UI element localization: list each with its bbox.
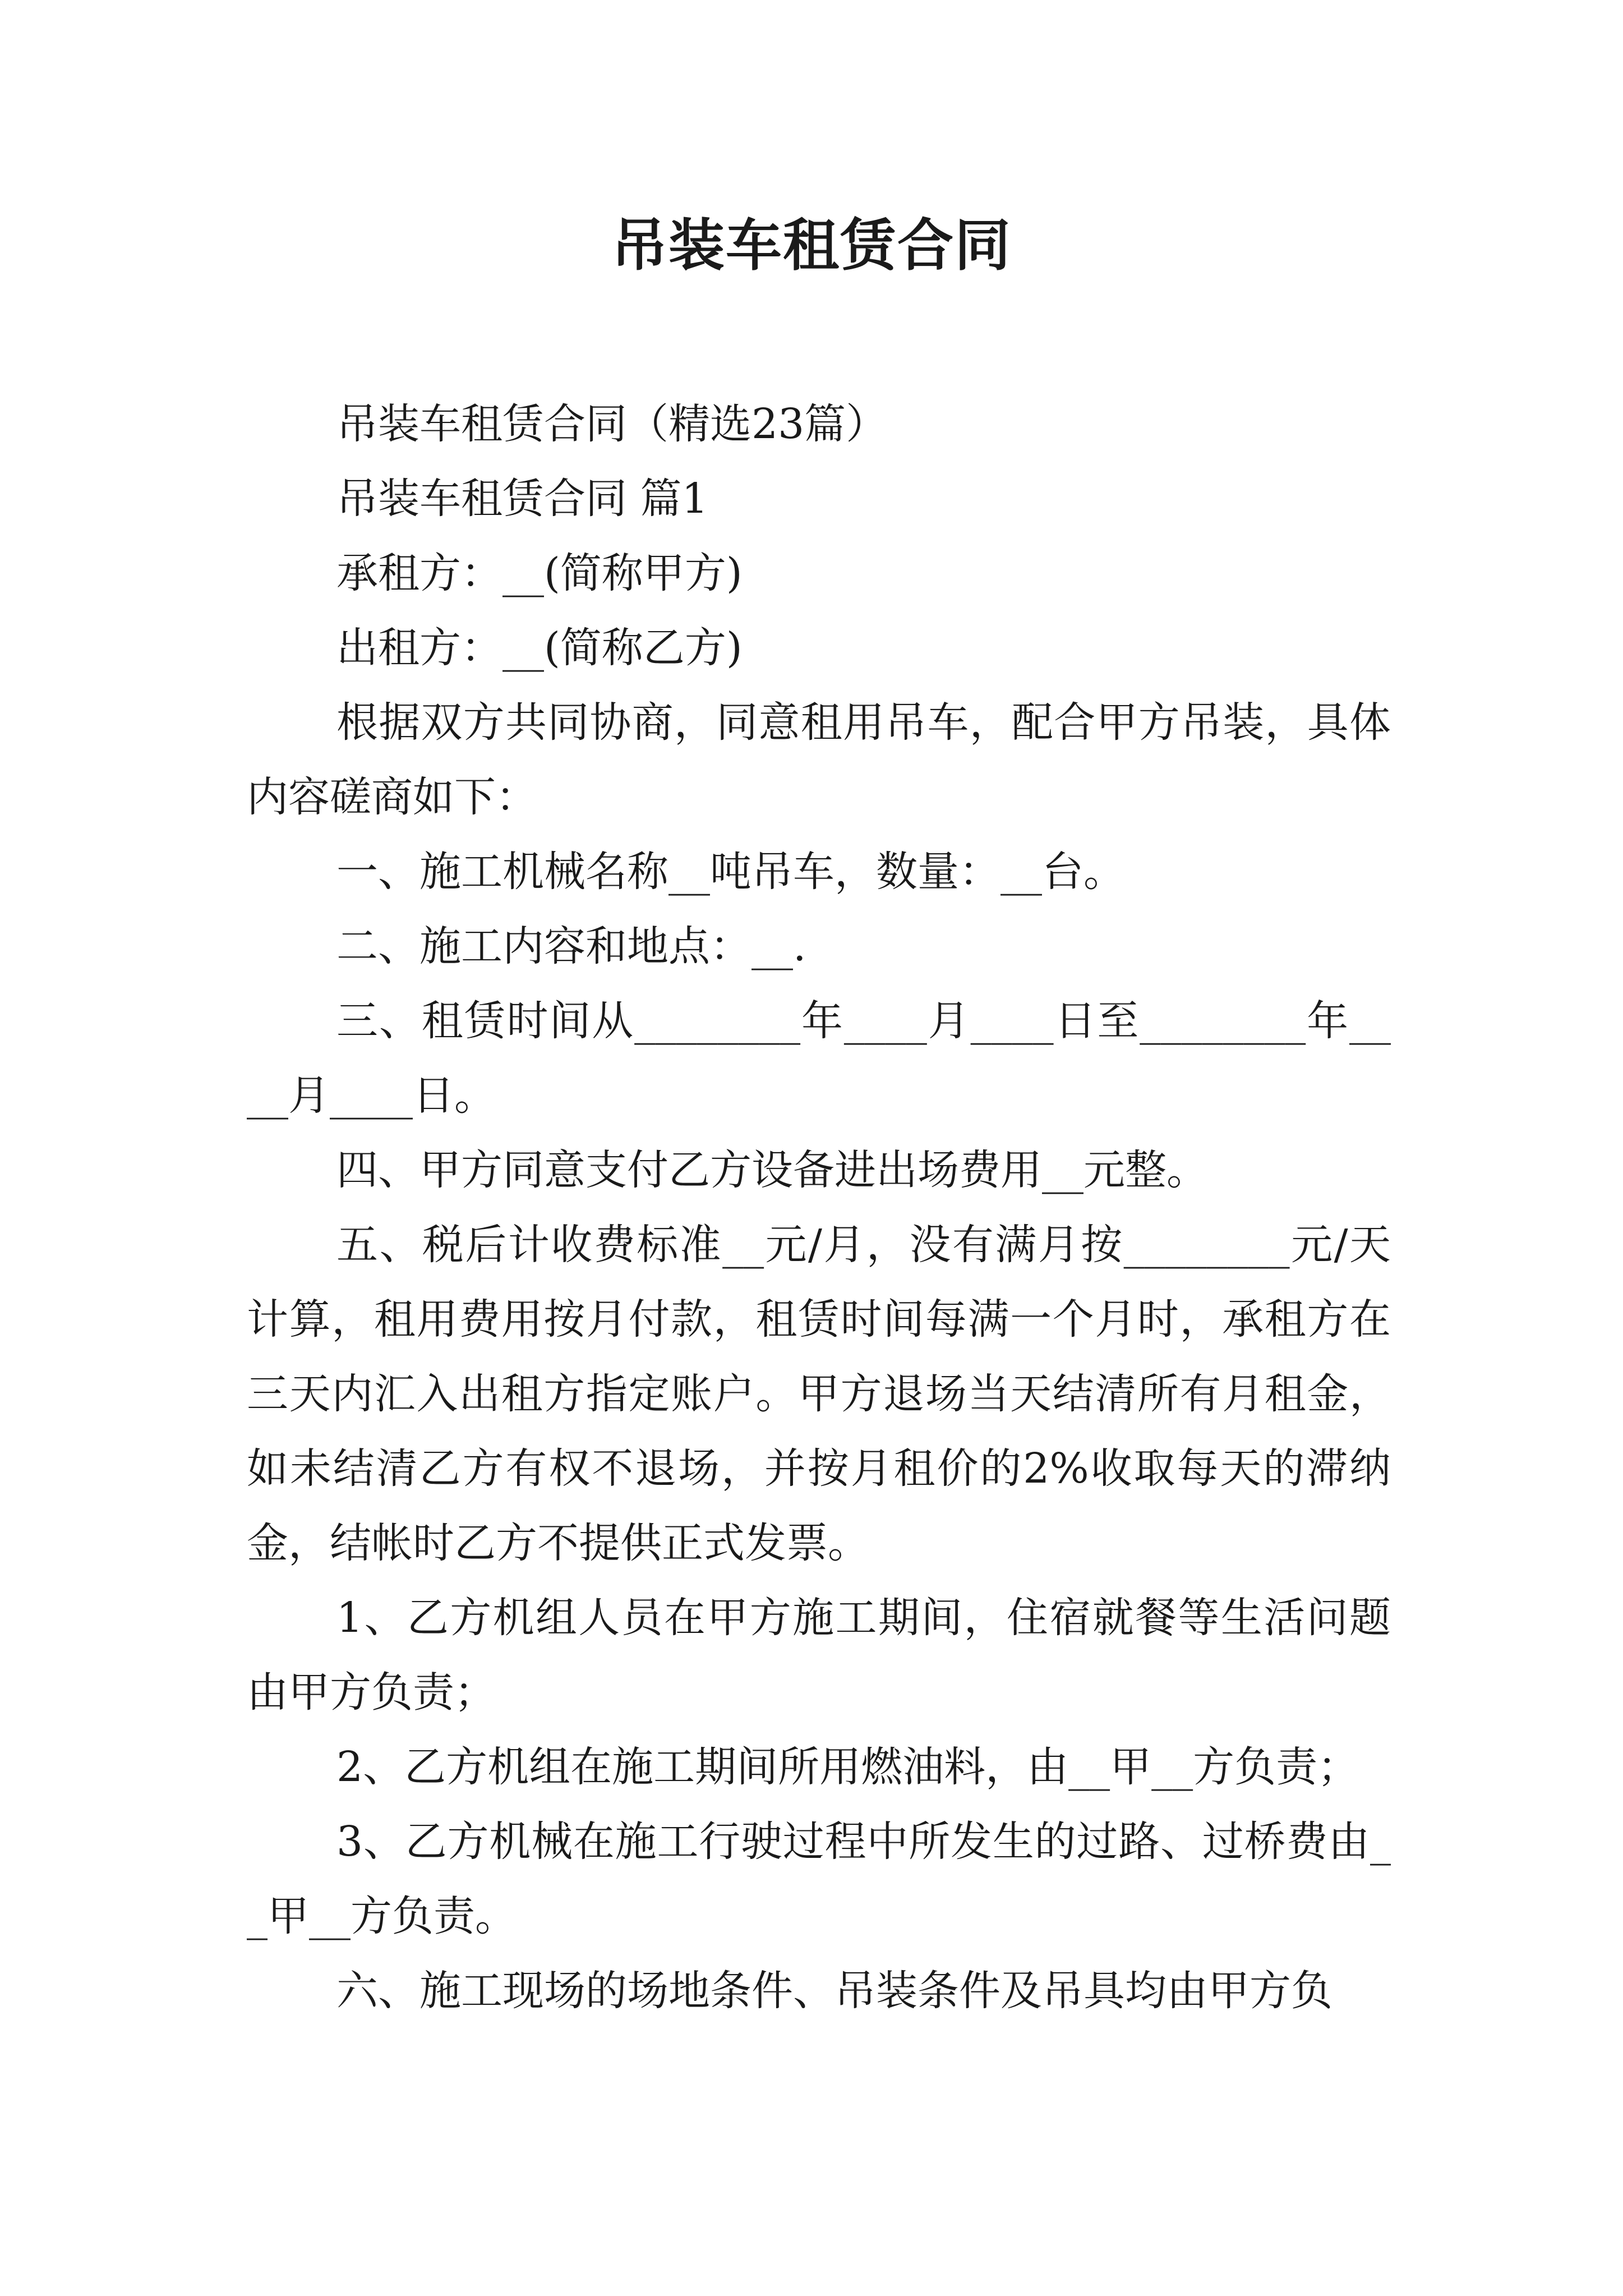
paragraph-clause-1: 一、施工机械名称__吨吊车，数量：__台。 (336, 848, 1125, 896)
paragraph-item-2: 2、乙方机组在施工期间所用燃油料，由__甲__方负责； (336, 1743, 1359, 1791)
document-body (247, 387, 1391, 2028)
paragraph-clause-6: 六、施工现场的场地条件、吊装条件及吊具均由甲方负 (336, 1967, 1332, 2015)
paragraph-clause-4: 四、甲方同意支付乙方设备进出场费用__元整。 (336, 1146, 1208, 1194)
paragraph-preamble: 根据双方共同协商，同意租用吊车，配合甲方吊装，具体内容磋商如下： (247, 698, 1391, 821)
paragraph-lessor: 出租方：__(简称乙方) (336, 624, 743, 672)
paragraph-collection-title: 吊装车租赁合同（精选23篇） (336, 400, 888, 448)
paragraph-clause-5: 五、税后计收费标准__元/月，没有满月按________元/天计算，租用费用按月付款，租赁时间每满一个月时，承租方在三天内汇入出租方指定账户。甲方退场当天结清所有月租金，如未结清乙方有权不退场，并按月租价的2%收取每天的滞纳金，结帐时乙方不提供正式发票。 (247, 1221, 1391, 1567)
paragraph-item-1: 1、乙方机组人员在甲方施工期间，住宿就餐等生活问题由甲方负责； (247, 1594, 1391, 1717)
document-title: 吊装车租赁合同 (611, 212, 1012, 278)
paragraph-section-heading: 吊装车租赁合同 篇1 (336, 475, 708, 523)
paragraph-item-3: 3、乙方机械在施工行驶过程中所发生的过路、过桥费由__甲__方负责。 (247, 1818, 1391, 1940)
paragraph-clause-2: 二、施工内容和地点：__. (336, 922, 806, 970)
paragraph-clause-3: 三、租赁时间从________年____月____日至________年____月____日。 (247, 997, 1391, 1120)
paragraph-lessee: 承租方：__(简称甲方) (336, 549, 743, 597)
